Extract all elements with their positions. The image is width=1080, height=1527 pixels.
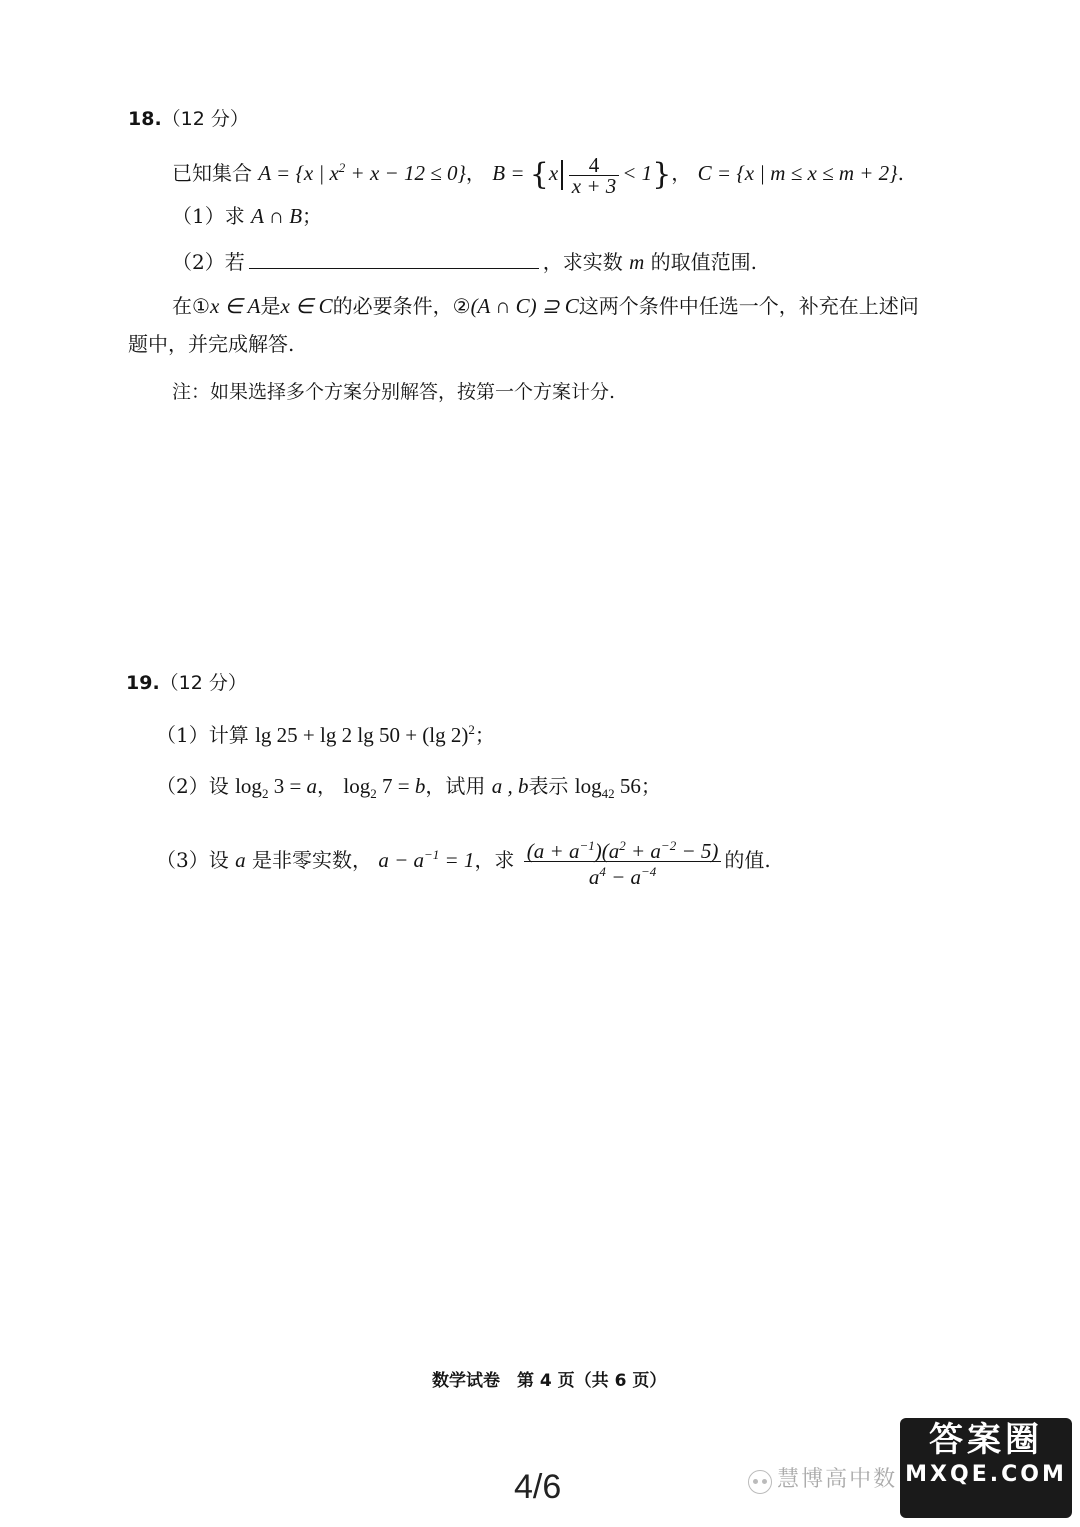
question-score: （12 分） — [161, 108, 249, 130]
set-b-definition: B = {x $\frac{4}{x + 3}$ < 1} — [492, 152, 672, 198]
part-tail: ，求实数 — [542, 250, 623, 274]
log2-7-equation: $\log_2 7 = b$ — [343, 774, 426, 802]
part-ask: ，求 — [474, 848, 515, 872]
condition-2-expr: (A ∩ C) ⊇ C — [470, 294, 579, 318]
condition-1-mid: 是 — [260, 294, 281, 318]
note-text: 注：如果选择多个方案分别解答，按第一个方案计分. — [172, 381, 616, 403]
set-c-definition: C = {x | m ≤ x ≤ m + 2} — [697, 161, 898, 185]
condition-1-expr-2: x ∈ C — [280, 294, 333, 318]
condition-1-marker: ① — [192, 294, 210, 318]
condition-prefix: 在 — [172, 294, 192, 318]
question-18-conditions-cont — [128, 330, 294, 358]
page-indicator — [514, 1468, 561, 1507]
question-18-note — [172, 378, 615, 406]
condition-1-expr: x ∈ A — [209, 294, 261, 318]
part-label: （1）求 — [172, 204, 245, 228]
logo-domain: MXQE.COM — [905, 1462, 1067, 1487]
part-label: （1）计算 — [156, 723, 249, 747]
variables-a-b: a , b — [491, 774, 529, 798]
part-label: （3）设 — [156, 848, 229, 872]
page-indicator-text: 4/6 — [514, 1468, 562, 1506]
part-mid: 是非零实数， — [251, 848, 372, 872]
page-footer — [432, 1366, 666, 1391]
question-18-part-2 — [172, 248, 757, 276]
part-end: 的取值范围. — [650, 250, 757, 274]
wechat-watermark — [748, 1462, 897, 1494]
condition-1-tail: 的必要条件， — [332, 294, 453, 318]
logo-title: 答案圈 — [929, 1420, 1043, 1460]
question-19-part-1: （1）计算 lg 25 + lg 2 lg 50 + (lg 2)$^2$； — [156, 722, 495, 747]
site-logo — [900, 1418, 1072, 1518]
question-18-part-1: （1）求 A ∩ B； — [172, 204, 323, 228]
condition-tail-2: 题中，并完成解答. — [128, 332, 295, 356]
log2-3-equation: $\log_2 3 = a$ — [235, 774, 318, 802]
question-18-sets: 已知集合 A = {x | $x^2 + x - 12 \le 0$}， B = {x $\frac{4}{x + 3}$ < 1}， C = {x | m ≤ x ≤ m + 2}. — [172, 152, 904, 198]
sets-intro: 已知集合 — [172, 161, 252, 185]
part-label: （2）若 — [172, 250, 245, 274]
condition-tail: 这两个条件中任选一个，补充在上述问 — [578, 294, 919, 318]
question-number: 19. — [126, 672, 160, 694]
watermark-account: 慧博高中数 — [777, 1467, 898, 1492]
variable-a: a — [235, 848, 246, 872]
question-18-header — [128, 104, 249, 131]
question-19-header — [126, 668, 247, 695]
set-a-definition: A = {x | $x^2 + x - 12 \le 0$} — [258, 160, 466, 185]
intersection-expression: A ∩ B — [251, 204, 303, 228]
part-show: 表示 — [528, 774, 569, 798]
question-19-part-2: （2）设 $\log_2 3 = a$， $\log_2 7 = b$，试用 a , b表示 $\log_{42} 56$； — [156, 774, 661, 802]
answer-blank — [249, 248, 539, 269]
target-fraction: $\frac{(a + a^{-1})(a^2 + a^{-2} - 5)}{a^4 - a^{-4}}$ — [524, 836, 722, 887]
part-mid: ，试用 — [425, 774, 486, 798]
variable-m: m — [629, 250, 645, 274]
question-19-part-3 — [156, 836, 771, 887]
wechat-icon — [748, 1470, 772, 1494]
part-end: 的值. — [724, 848, 771, 872]
question-score: （12 分） — [159, 672, 247, 694]
log-expression: lg 25 + lg 2 lg 50 + (lg 2)$^2$ — [255, 722, 475, 747]
question-18-conditions — [172, 292, 919, 320]
condition-2-marker: ② — [452, 294, 471, 318]
question-number: 18. — [128, 108, 162, 130]
given-equation: $a - a^{-1} = 1$ — [378, 847, 475, 872]
part-label: （2）设 — [156, 774, 229, 798]
log42-56-expression: $\log_{42} 56$ — [574, 774, 641, 802]
footer-text: 数学试卷 第 4 页（共 6 页） — [432, 1371, 667, 1391]
